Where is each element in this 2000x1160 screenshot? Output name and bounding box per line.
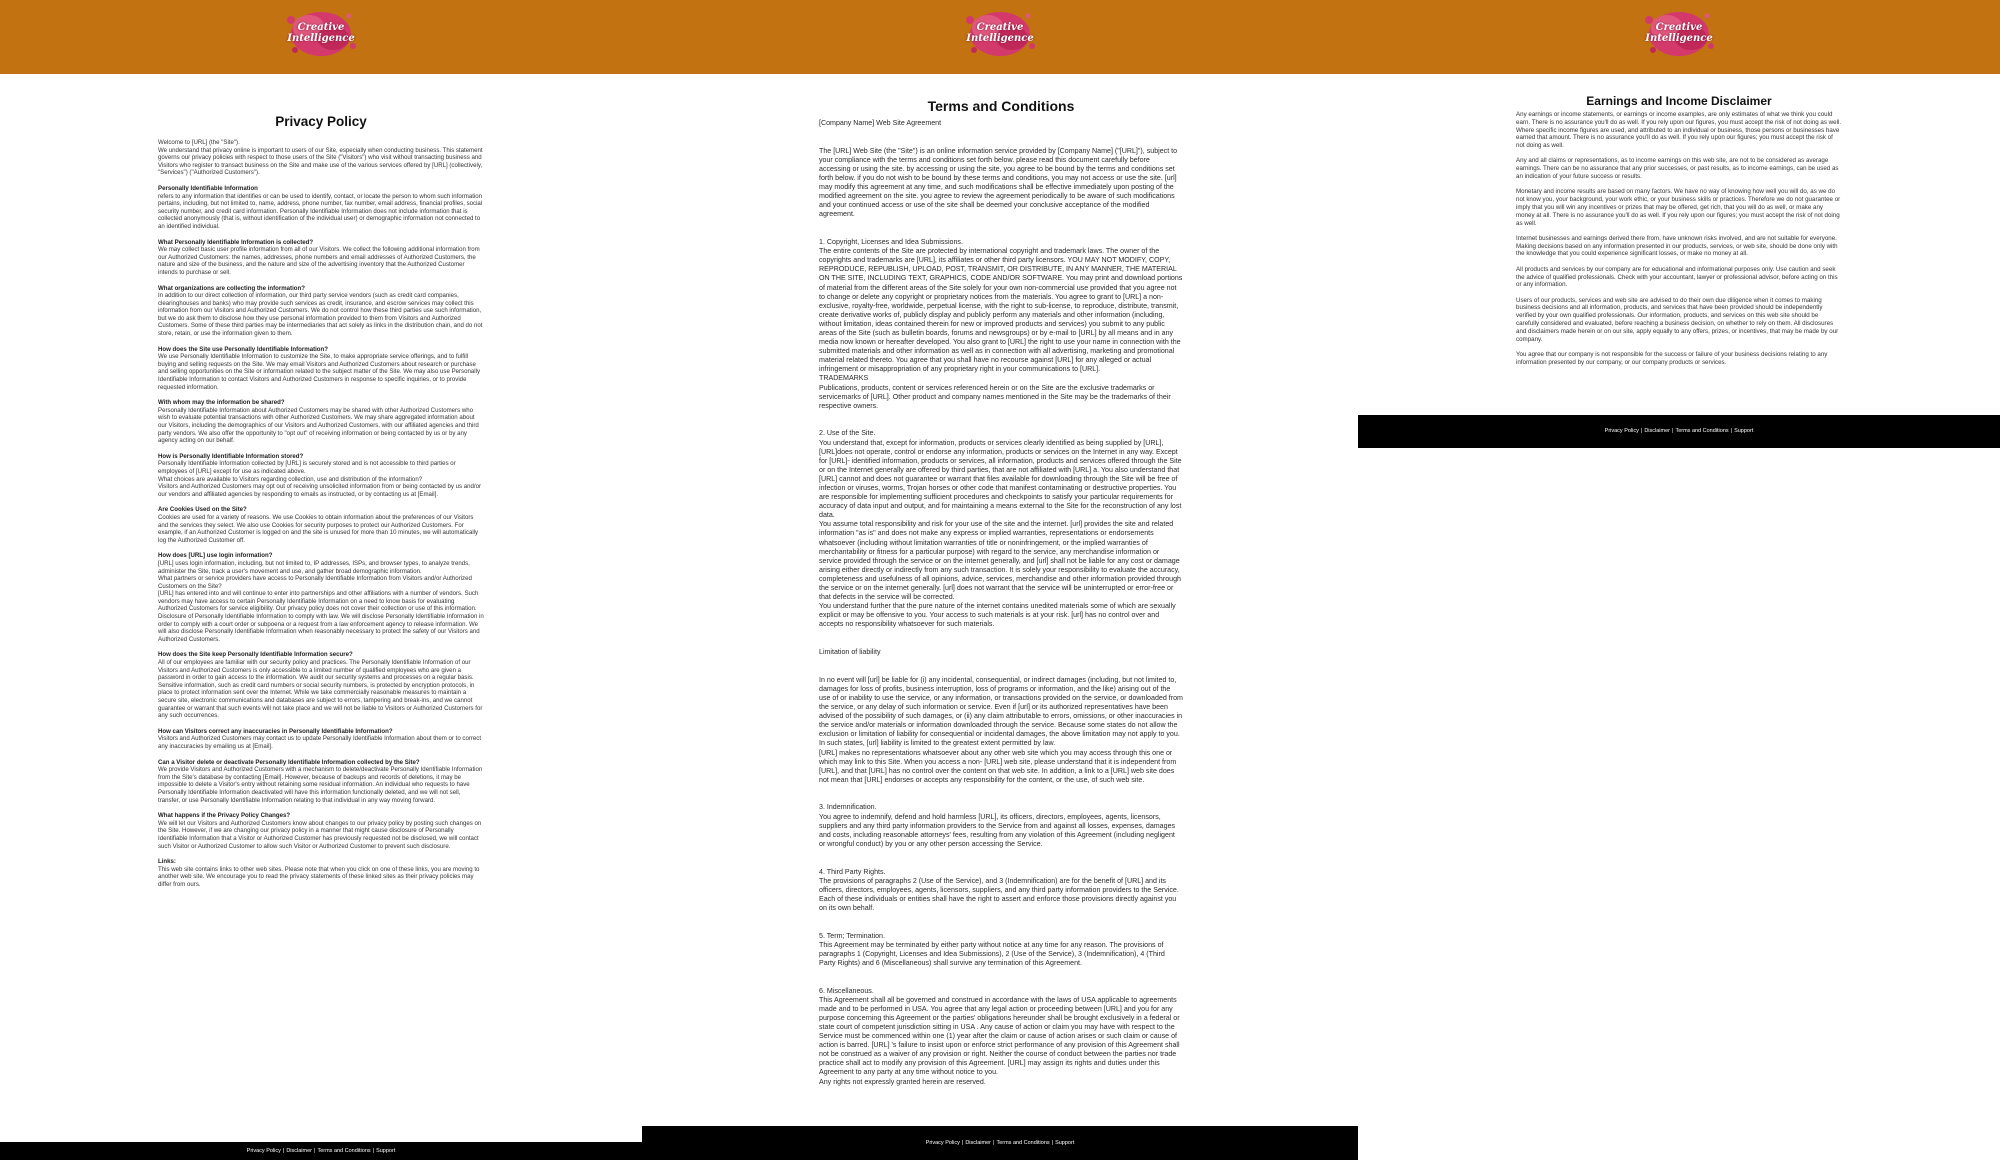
footer-link-privacy[interactable]: Privacy Policy <box>1604 428 1639 434</box>
section-paragraph <box>158 812 484 850</box>
section-text: Any earnings or income statements, or earnings or income examples, are only estimates of what we think you could earn. There is no assurance you'll do as well. If you rely upon our figures, you must accept the risk of not doing as well. Where specific income figures are used, and attributed to an individual or business, those persons or businesses have earned that amount. There is no assurance you'll do as well. If you rely upon our figures; you must accept the risk of not doing as well. <box>1516 111 1842 150</box>
section-heading: How does the Site keep Personally Identifiable Information secure? <box>158 651 353 659</box>
footer-link-support[interactable]: Support <box>1734 428 1754 434</box>
section-paragraph <box>158 139 484 177</box>
section-heading: Personally Identifiable Information <box>158 184 258 192</box>
section-text: 1. Copyright, Licenses and Idea Submissions. The entire contents of the Site are protected by international copyright and trademark laws. The owner of the copyrights and trademarks are [URL], its affiliates or other third party licensors. YOU MAY NOT MODIFY, COPY, REPRODUCE, REPUBLISH, UPLOAD, POST, TRANSMIT, OR DISTRIBUTE, IN ANY MANNER, THE MATERIAL ON THE SITE, INCLUDING TEXT, GRAPHICS, CODE AND/OR SOFTWARE. You may print and download portions of material from the different areas of the Site solely for your own non-commercial use provided that you agree not to change or delete any copyright or proprietary notices from the materials. You agree to grant to [URL] a non-exclusive, royalty-free, worldwide, perpetual license, with the right to sub-license, to reproduce, distribute, transmit, create derivative works of, publicly display and publicly perform any materials and other information (including, without limitation, ideas contained therein for new or improved products and services) you submit to any public areas of the Site (such as bulletin boards, forums and newsgroups) or by e-mail to [URL] by all means and in any media now known or hereafter developed. You also grant to [URL] the right to use your name in connection with the submitted materials and other information as well as in connection with all advertising, marketing and promotional material related thereto. You agree that you shall have no recourse against [URL] for any alleged or actual infringement or misappropriation of any proprietary right in your communications to [URL]. TRADEMARKS Publications, products, content or services referenced herein or on the Site are the exclusive trademarks or servicemarks of [URL]. Other product and company names mentioned in the Site may be the trademarks of their respective owners. <box>819 238 1183 410</box>
site-header <box>642 0 1358 74</box>
creative-intelligence-logo[interactable] <box>958 6 1042 62</box>
page-title: Privacy Policy <box>275 114 367 129</box>
site-footer <box>642 1126 1358 1160</box>
section-paragraph <box>819 667 1183 785</box>
disclaimer-content <box>1516 94 1842 374</box>
section-paragraph <box>819 420 1183 629</box>
section-text: We may collect basic user profile information from all of our Visitors. We collect the following additional information from our Authorized Customers: the names, addresses, phone numbers and email addresses of Authorized Customers, the nature and size of the business, and the nature and size of the advertising inventory that the Authorized Customer intends to purchase or sell. <box>158 246 480 276</box>
section-paragraph <box>819 138 1183 220</box>
section-paragraph <box>819 923 1183 968</box>
section-text: Welcome to [URL] (the "Site"). We understand that privacy online is important to users of our Site, especially when conducting business. This statement governs our privacy policies with respect to those users of the Site ("Visitors") who visit without transacting business and Visitors who register to transact business on the Site and make use of the various services offered by [URL] (collectively, "Services") ("Authorized Customers"). <box>158 139 483 177</box>
terms-page <box>642 0 1358 1160</box>
section-paragraph <box>158 185 484 231</box>
section-paragraph <box>158 651 484 719</box>
section-text: This web site contains links to other web sites. Please note that when you click on one of these links, you are moving to another web site. We encourage you to read the privacy statements of these linked sites as their privacy policies may differ from ours. <box>158 865 480 888</box>
section-paragraph <box>819 119 1183 128</box>
section-paragraph <box>1516 235 1842 258</box>
section-text: Users of our products, services and web site are advised to do their own due diligence when it comes to making business decisions and all information, products, and services that have been provided should be independently verified by your own qualified professionals. Our information, products, and services on this web site should be carefully considered and evaluated, before reaching a business decision, on whether to rely on them. All disclosures and disclaimers made herein or on our site, apply equally to any offers, prizes, or incentives, that may be made by our company. <box>1516 296 1839 343</box>
section-paragraph <box>158 552 484 643</box>
creative-intelligence-logo[interactable] <box>279 6 363 62</box>
section-heading: How can Visitors correct any inaccuracies in Personally Identifiable Information? <box>158 727 393 735</box>
footer-link-disclaimer[interactable]: Disclaimer <box>965 1140 991 1146</box>
section-paragraph <box>1516 111 1842 150</box>
footer-link-terms[interactable]: Terms and Conditions <box>317 1148 371 1154</box>
section-text: Any and all claims or representations, as to income earnings on this web site, are not to be considered as average earnings. There can be no assurance that any prior successes, or past results, as to income earnings, can be used as an indication of your future success or results. <box>1516 157 1839 181</box>
section-paragraph <box>1516 351 1842 367</box>
section-heading: With whom may the information be shared? <box>158 399 285 407</box>
footer-link-privacy[interactable]: Privacy Policy <box>925 1140 960 1146</box>
footer-separator: | <box>961 1140 964 1146</box>
footer-separator: | <box>993 1140 995 1146</box>
section-paragraph <box>819 639 1183 657</box>
logo-text-line1: Creative <box>976 22 1024 33</box>
section-heading: Links: <box>158 858 176 866</box>
privacy-body <box>158 139 484 888</box>
footer-link-support[interactable]: Support <box>376 1148 396 1154</box>
footer-separator: | <box>372 1148 375 1154</box>
site-footer <box>1358 415 2000 448</box>
footer-link-disclaimer[interactable]: Disclaimer <box>286 1148 312 1154</box>
section-heading: How is Personally Identifiable Information stored? <box>158 452 304 460</box>
section-paragraph <box>158 728 484 751</box>
section-text: refers to any information that identifies or can be used to identify, contact, or locate the person to whom such information pertains, including, but not limited to, name, address, phone number, fax number, email address, financial profiles, social security number, and credit card information. Personally Identifiable Information does not include information that is collected anonymously (that is, without identification of the individual user) or demographic information not connected to an identified individual. <box>158 192 483 230</box>
section-text: We will let our Visitors and Authorized Customers know about changes to our privacy policy by posting such changes on the Site. However, if we are changing our privacy policy in a manner that might cause disclosure of Personally Identifiable Information that a Visitor or Authorized Customer has previously requested not be disclosed, we will contact such Visitor or Authorized Customer to allow such Visitor or Authorized Customer to prevent such disclosure. <box>158 819 482 850</box>
section-heading: How does the Site use Personally Identifiable Information? <box>158 345 328 353</box>
section-text: All of our employees are familiar with our security policy and practices. The Personally Identifiable Information of our Visitors and Authorized Customers is only accessible to a limited number of qualified employees who are given a password in order to gain access to the information. We audit our security systems and processes on a regular basis. Sensitive information, such as credit card numbers or social security numbers, is protected by encryption protocols, in place to protect information sent over the Internet. While we take commercially reasonable measures to maintain a secure site, electronic communications and databases are subject to errors, tampering and break-ins, and we cannot guarantee or warrant that such events will not take place and we will not be liable to Visitors or Authorized Customers for any such occurrences. <box>158 659 483 720</box>
footer-separator: | <box>282 1148 285 1154</box>
section-heading: What Personally Identifiable Information is collected? <box>158 238 314 246</box>
section-text: You agree that our company is not responsible for the success or failure of your business decisions relating to any information presented by our company, or our company products or services. <box>1516 350 1828 366</box>
section-text: Monetary and income results are based on many factors. We have no way of knowing how well you will do, as we do not know you, your background, your work ethic, or your business skills or practices. Therefore we do not guarantee or imply that you will win any incentives or prizes that may be offered, get rich, that you will do as well, or make any money at all. There is no assurance you'll do as well. If you rely upon our figures; you must accept the risk of not doing as well. <box>1516 188 1841 227</box>
footer-link-terms[interactable]: Terms and Conditions <box>996 1140 1050 1146</box>
site-footer <box>0 1142 642 1160</box>
privacy-policy-page <box>0 0 642 1160</box>
logo-text-line2: Intelligence <box>1645 33 1713 44</box>
section-paragraph <box>1516 188 1842 227</box>
section-paragraph <box>158 285 484 338</box>
section-text: 2. Use of the Site. You understand that, except for information, products or services clearly identified as being supplied by [URL], [URL]does not operate, control or endorse any information, products or services on the Internet in any way. Except for [URL]- identified information, products or services, all information, products and services offered through the Site or on the Internet generally are offered by third parties, that are not affiliated with [URL] a. You also understand that [URL] cannot and does not guarantee or warrant that files available for downloading through the Site will be free of infection or viruses, worms, Trojan horses or other code that manifest contaminating or destructive properties. You are responsible for implementing sufficient procedures and checkpoints to satisfy your particular requirements for accuracy of data input and output, and for maintaining a means external to the Site for the reconstruction of any lost data. You assume total responsibility and risk for your use of the site and the internet. [url] provides the site and related information "as is" and does not make any express or implied warranties, representations or endorsements whatsoever (including without limitation warranties of title or noninfringement, or the implied warranties of merchantability or fitness for a particular purpose) with regard to the service, any merchandise information or service provided through the service or on the internet generally, and [url] shall not be liable for any cost or damage arising either directly or indirectly from any such transaction. It is solely your responsibility to evaluate the accuracy, completeness and usefulness of all opinions, advice, services, merchandise and other information provided through the service or on the internet generally. [url] does not warrant that the service will be uninterrupted or error-free or that defects in the service will be corrected. You understand further that the pure nature of the internet contains unedited materials some of which are sexually explicit or may be offensive to you. Your access to such materials is at your risk. [url] has no control over and accepts no responsibility whatsoever for such materials. <box>819 429 1182 629</box>
section-paragraph <box>158 759 484 805</box>
section-text: [Company Name] Web Site Agreement <box>819 119 942 127</box>
logo-text-line1: Creative <box>1655 22 1703 33</box>
section-text: Visitors and Authorized Customers may contact us to update Personally Identifiable Information about them or to correct any inaccuracies by emailing us at [Email]. <box>158 735 482 750</box>
section-heading: What happens if the Privacy Policy Changes? <box>158 812 291 820</box>
section-paragraph <box>158 239 484 277</box>
section-paragraph <box>819 858 1183 913</box>
footer-link-privacy[interactable]: Privacy Policy <box>246 1148 281 1154</box>
section-paragraph <box>819 229 1183 411</box>
section-text: We use Personally Identifiable Information to customize the Site, to make appropriate service offerings, and to fulfill buying and selling requests on the Site. We may email Visitors and Authorized Customers about research or purchase and selling opportunities on the Site or information related to the subject matter of the Site. We may also use Personally Identifiable Information to contact Visitors and Authorized Customers in response to specific inquiries, or to provide requested information. <box>158 353 481 391</box>
section-paragraph <box>1516 266 1842 289</box>
section-text: We provide Visitors and Authorized Customers with a mechanism to delete/deactivate Personally Identifiable Information from the Site's database by contacting [Email]. However, because of backups and records of deletions, it may be impossible to delete a Visitor's entry without retaining some residual information. An individual who requests to have Personally Identifiable Information deactivated will have this information functionally deleted, and we will not sell, transfer, or use Personally Identifiable Information relating to that individual in any way moving forward. <box>158 766 483 804</box>
section-text: Personally Identifiable Information about Authorized Customers may be shared with other Authorized Customers who wish to evaluate potential transactions with other Authorized Customers. We may share aggregated information about our Visitors, including the demographics of our Visitors and Authorized Customers, with our affiliated agencies and third party vendors. We also offer the opportunity to "opt out" of receiving information or being contacted by us or by any agency acting on our behalf. <box>158 406 479 445</box>
logo-text-line2: Intelligence <box>287 33 355 44</box>
logo-text-line1: Creative <box>297 22 345 33</box>
footer-separator: | <box>1672 428 1674 434</box>
section-paragraph <box>819 977 1183 1086</box>
section-text: In no event will [url] be liable for (i) any incidental, consequential, or indirect damages (including, but not limited to, damages for loss of profits, business interruption, loss of programs or information, and the like) arising out of the use of or inability to use the service, or any information, or transactions provided on the service, or downloaded from the service, or any delay of such information or service. Even if [url] or its authorized representatives have been advised of the possibility of such damages, or (ii) any claim attributable to errors, omissions, or other inaccuracies in the service and/or materials or information downloaded through the service. Because some states do not allow the exclusion or limitation of liability for consequential or incidental damages, the above limitation may not apply to you. In such states, [url] liability is limited to the greatest extent permitted by law. [URL] makes no representations whatsoever about any other web site which you may access through this one or which may link to this Site. When you access a non- [URL] web site, please understand that it is independent from [URL], and that [URL] has no control over the content on that web site. In addition, a link to a [URL] web site does not mean that [URL] endorses or accepts any responsibility for the content, or the use, of such web site. <box>819 675 1183 784</box>
section-paragraph <box>158 453 484 499</box>
page-title: Terms and Conditions <box>927 98 1075 114</box>
section-text: 3. Indemnification. You agree to indemnify, defend and hold harmless [URL], its officers, directors, employees, agents, licensors, suppliers and any third party information providers to the Service from and against all losses, expenses, damages and costs, including reasonable attorneys' fees, resulting from any violation of this Agreement (including negligent or wrongful conduct) by you or any other person accessing the Service. <box>819 803 1176 848</box>
section-text: 6. Miscellaneous. This Agreement shall all be governed and construed in accordance with the laws of USA applicable to agreements made and to be performed in USA. You agree that any legal action or proceeding between [URL] and you for any purpose concerning this Agreement or the parties' obligations hereunder shall be brought exclusively in a federal or state court of competent jurisdiction sitting in USA . Any cause of action or claim you may have with respect to the Service must be commenced within one (1) year after the claim or cause of action arises or such claim or cause of action is barred. [URL] 's failure to insist upon or enforce strict performance of any provision of this Agreement shall not be construed as a waiver of any provision or right. Neither the course of conduct between the parties nor trade practice shall act to modify any provision of this Agreement. [URL] may assign its rights and duties under this Agreement to any party at any time without notice to you. Any rights not expressly granted herein are reserved. <box>819 986 1180 1086</box>
terms-content <box>819 98 1183 1096</box>
section-text: In addition to our direct collection of information, our third party service vendors (such as credit card companies, clearinghouses and banks) who may provide such services as credit, insurance, and escrow services may collect this information from our Visitors and Authorized Customers. We do not control how these third parties use such information, but we do ask them to disclose how they use personal information provided to them from Visitors and Authorized Customers. Some of these third parties may be intermediaries that act solely as links in the distribution chain, and do not store, retain, or use the information given to them. <box>158 292 483 338</box>
section-paragraph <box>158 346 484 392</box>
section-heading: Can a Visitor delete or deactivate Personally Identifiable Information collected by the Site? <box>158 758 420 766</box>
section-text: Internet businesses and earnings derived there from, have unknown risks involved, and are not suitable for everyone. Making decisions based on any information presented in our products, services, or web site, should be done only with the knowledge that you could experience significant losses, or make no money at all. <box>1516 234 1838 258</box>
section-paragraph <box>158 858 484 888</box>
footer-separator: | <box>1640 428 1643 434</box>
footer-link-terms[interactable]: Terms and Conditions <box>1675 428 1729 434</box>
creative-intelligence-logo[interactable] <box>1637 6 1721 62</box>
disclaimer-page <box>1358 0 2000 450</box>
section-paragraph <box>1516 157 1842 180</box>
section-text: Cookies are used for a variety of reasons. We use Cookies to obtain information about the preferences of our Visitors and the services they select. We also use Cookies for security purposes to protect our Authorized Customers. For example, if an Authorized Customer is logged on and the site is unused for more than 10 minutes, we will automatically log the Authorized Customer off. <box>158 513 479 544</box>
footer-separator: | <box>1051 1140 1054 1146</box>
footer-link-support[interactable]: Support <box>1055 1140 1075 1146</box>
section-heading: What organizations are collecting the information? <box>158 284 305 292</box>
section-text: Limitation of liability <box>819 648 881 657</box>
page-title: Earnings and Income Disclaimer <box>1586 94 1772 108</box>
logo-text-line2: Intelligence <box>966 33 1034 44</box>
section-paragraph <box>1516 297 1842 344</box>
section-text: The [URL] Web Site (the "Site") is an online information service provided by [Company Name] ("[URL]"), subject to your compliance with the terms and conditions set forth below. please read this document carefully before accessing or using the site. by accessing or using the site, you agree to be bound by the terms and conditions set forth below. if you do not wish to be bound by these terms and conditions, you may not access or use the site. [url] may modify this agreement at any time, and such modifications shall be effective immediately upon posting of the modified agreement on the site. you agree to review the agreement periodically to be aware of such modifications and your continued access or use of the site shall be deemed your conclusive acceptance of the modified agreement. <box>819 146 1178 219</box>
section-text: [URL] uses login information, including, but not limited to, IP addresses, ISPs, and browser types, to analyze trends, administer the Site, track a user's movement and use, and gather broad demographic information. What partners or service providers have access to Personally Identifiable Information from Visitors and/or Authorized Customers on the Site? [URL] has entered into and will continue to enter into partnerships and other affiliations with a number of vendors. Such vendors may have access to certain Personally Identifiable Information on a need to know basis for evaluating Authorized Customers for service eligibility. Our privacy policy does not cover their collection or use of this information. Disclosure of Personally Identifiable Information to comply with law. We will disclose Personally Identifiable Information in order to comply with a court order or subpoena or a request from a law enforcement agency to release information. We will also disclose Personally Identifiable Information when reasonably necessary to protect the safety of our Visitors and Authorized Customers. <box>158 559 484 643</box>
section-text: All products and services by our company are for educational and informational purposes only. Use caution and seek the advice of qualified professionals. Check with your accountant, lawyer or professional advisor, before acting on this or any information. <box>1516 265 1838 289</box>
footer-separator: | <box>1730 428 1733 434</box>
privacy-content <box>158 114 484 896</box>
section-heading: Are Cookies Used on the Site? <box>158 506 247 514</box>
site-header <box>0 0 642 74</box>
section-heading: How does [URL] use login information? <box>158 552 273 560</box>
section-paragraph <box>158 506 484 544</box>
terms-body <box>819 119 1183 1087</box>
site-header <box>1358 0 2000 74</box>
disclaimer-body <box>1516 111 1842 367</box>
section-paragraph <box>819 794 1183 849</box>
section-text: 5. Term; Termination. This Agreement may be terminated by either party without notice at any time for any reason. The provisions of paragraphs 1 (Copyright, Licenses and Idea Submissions), 2 (Use of the Service), 3 (Indemnification), 4 (Third Party Rights) and 6 (Miscellaneous) shall survive any termination of this Agreement. <box>819 931 1165 967</box>
section-text: Personally Identifiable Information collected by [URL] is securely stored and is not accessible to third parties or employees of [URL] except for use as indicated above. What choices are available to Visitors regarding collection, use and distribution of the information? Visitors and Authorized Customers may opt out of receiving unsolicited information from or being contacted by us and/or our vendors and affiliated agencies by responding to emails as instructed, or by contacting us at [Email]. <box>158 460 482 498</box>
footer-separator: | <box>314 1148 316 1154</box>
footer-link-disclaimer[interactable]: Disclaimer <box>1644 428 1670 434</box>
section-text: 4. Third Party Rights. The provisions of paragraphs 2 (Use of the Service), and 3 (Indemnification) are for the benefit of [URL] and its officers, directors, employees, agents, licensors, suppliers, and any third party information providers to the Service. Each of these individuals or entities shall have the right to assert and enforce those provisions directly against you on its own behalf. <box>819 867 1179 912</box>
section-paragraph <box>158 399 484 445</box>
